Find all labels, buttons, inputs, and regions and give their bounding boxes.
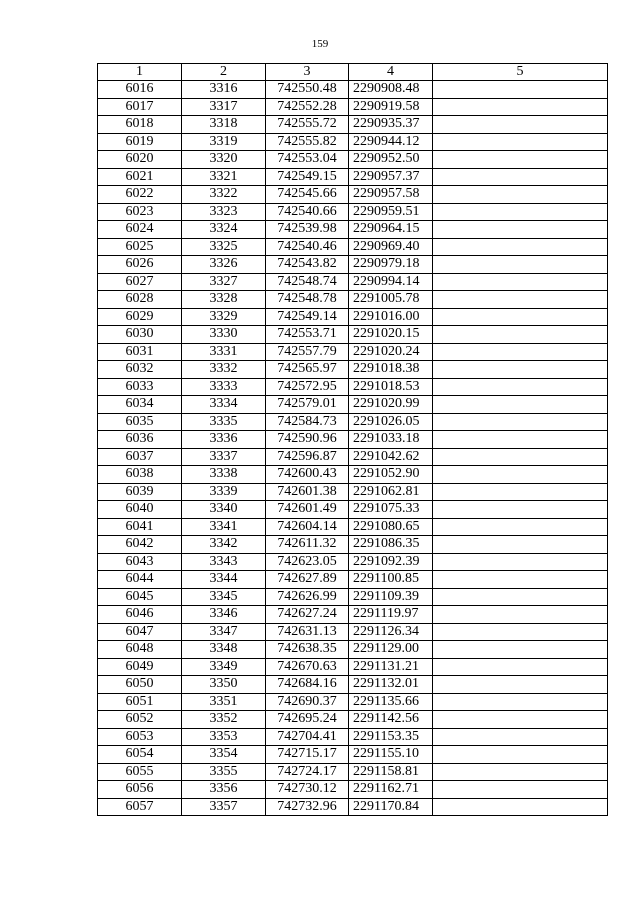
index-cell: 3353 <box>182 728 266 746</box>
page-number: 159 <box>311 38 329 50</box>
y-coordinate-cell: 2290908.48 <box>349 81 433 99</box>
y-coordinate-cell: 2290969.40 <box>349 238 433 256</box>
x-coordinate-cell: 742730.12 <box>266 781 349 799</box>
note-cell <box>433 728 608 746</box>
y-coordinate-cell: 2290919.58 <box>349 98 433 116</box>
table-row <box>98 203 608 221</box>
x-coordinate-cell: 742596.87 <box>266 448 349 466</box>
index-cell: 3325 <box>182 238 266 256</box>
y-coordinate-cell: 2290952.50 <box>349 151 433 169</box>
y-coordinate-cell: 2291126.34 <box>349 623 433 641</box>
point-number-cell: 6054 <box>98 746 182 764</box>
point-number-cell: 6056 <box>98 781 182 799</box>
note-cell <box>433 711 608 729</box>
index-cell: 3339 <box>182 483 266 501</box>
y-coordinate-cell: 2291142.56 <box>349 711 433 729</box>
note-cell <box>433 483 608 501</box>
x-coordinate-cell: 742623.05 <box>266 553 349 571</box>
y-coordinate-cell: 2291135.66 <box>349 693 433 711</box>
point-number-cell: 6057 <box>98 798 182 816</box>
note-cell <box>433 291 608 309</box>
x-coordinate-cell: 742715.17 <box>266 746 349 764</box>
note-cell <box>433 606 608 624</box>
x-coordinate-cell: 742553.71 <box>266 326 349 344</box>
index-cell: 3330 <box>182 326 266 344</box>
x-coordinate-cell: 742670.63 <box>266 658 349 676</box>
table-row <box>98 728 608 746</box>
x-coordinate-cell: 742604.14 <box>266 518 349 536</box>
table-row <box>98 518 608 536</box>
table-row <box>98 326 608 344</box>
index-cell: 3316 <box>182 81 266 99</box>
table-row <box>98 623 608 641</box>
table-row <box>98 798 608 816</box>
note-cell <box>433 466 608 484</box>
column-header-4: 4 <box>349 64 433 81</box>
y-coordinate-cell: 2290957.58 <box>349 186 433 204</box>
point-number-cell: 6016 <box>98 81 182 99</box>
x-coordinate-cell: 742548.74 <box>266 273 349 291</box>
y-coordinate-cell: 2291129.00 <box>349 641 433 659</box>
note-cell <box>433 571 608 589</box>
point-number-cell: 6042 <box>98 536 182 554</box>
point-number-cell: 6027 <box>98 273 182 291</box>
y-coordinate-cell: 2291018.53 <box>349 378 433 396</box>
x-coordinate-cell: 742584.73 <box>266 413 349 431</box>
point-number-cell: 6036 <box>98 431 182 449</box>
column-header-1: 1 <box>98 64 182 81</box>
y-coordinate-cell: 2291020.15 <box>349 326 433 344</box>
x-coordinate-cell: 742565.97 <box>266 361 349 379</box>
point-number-cell: 6032 <box>98 361 182 379</box>
index-cell: 3334 <box>182 396 266 414</box>
x-coordinate-cell: 742611.32 <box>266 536 349 554</box>
table-row <box>98 641 608 659</box>
note-cell <box>433 623 608 641</box>
x-coordinate-cell: 742543.82 <box>266 256 349 274</box>
note-cell <box>433 361 608 379</box>
point-number-cell: 6021 <box>98 168 182 186</box>
y-coordinate-cell: 2291005.78 <box>349 291 433 309</box>
y-coordinate-cell: 2291132.01 <box>349 676 433 694</box>
x-coordinate-cell: 742549.14 <box>266 308 349 326</box>
x-coordinate-cell: 742627.89 <box>266 571 349 589</box>
table-row <box>98 186 608 204</box>
note-cell <box>433 273 608 291</box>
note-cell <box>433 518 608 536</box>
index-cell: 3333 <box>182 378 266 396</box>
y-coordinate-cell: 2291153.35 <box>349 728 433 746</box>
table-header-row <box>98 64 608 81</box>
note-cell <box>433 168 608 186</box>
index-cell: 3317 <box>182 98 266 116</box>
y-coordinate-cell: 2291016.00 <box>349 308 433 326</box>
note-cell <box>433 378 608 396</box>
note-cell <box>433 798 608 816</box>
index-cell: 3326 <box>182 256 266 274</box>
table-row <box>98 693 608 711</box>
note-cell <box>433 536 608 554</box>
index-cell: 3324 <box>182 221 266 239</box>
note-cell <box>433 326 608 344</box>
x-coordinate-cell: 742704.41 <box>266 728 349 746</box>
x-coordinate-cell: 742690.37 <box>266 693 349 711</box>
table-row <box>98 116 608 134</box>
note-cell <box>433 693 608 711</box>
index-cell: 3335 <box>182 413 266 431</box>
note-cell <box>433 676 608 694</box>
y-coordinate-cell: 2291052.90 <box>349 466 433 484</box>
point-number-cell: 6044 <box>98 571 182 589</box>
point-number-cell: 6035 <box>98 413 182 431</box>
note-cell <box>433 448 608 466</box>
note-cell <box>433 746 608 764</box>
index-cell: 3346 <box>182 606 266 624</box>
table-row <box>98 536 608 554</box>
point-number-cell: 6034 <box>98 396 182 414</box>
note-cell <box>433 431 608 449</box>
index-cell: 3352 <box>182 711 266 729</box>
table-row <box>98 238 608 256</box>
table-row <box>98 571 608 589</box>
index-cell: 3340 <box>182 501 266 519</box>
index-cell: 3349 <box>182 658 266 676</box>
index-cell: 3323 <box>182 203 266 221</box>
table-row <box>98 378 608 396</box>
table-row <box>98 781 608 799</box>
index-cell: 3342 <box>182 536 266 554</box>
x-coordinate-cell: 742555.72 <box>266 116 349 134</box>
x-coordinate-cell: 742548.78 <box>266 291 349 309</box>
x-coordinate-cell: 742545.66 <box>266 186 349 204</box>
x-coordinate-cell: 742549.15 <box>266 168 349 186</box>
y-coordinate-cell: 2291158.81 <box>349 763 433 781</box>
coordinates-table <box>97 63 608 816</box>
note-cell <box>433 763 608 781</box>
y-coordinate-cell: 2291026.05 <box>349 413 433 431</box>
note-cell <box>433 781 608 799</box>
y-coordinate-cell: 2291020.99 <box>349 396 433 414</box>
table-row <box>98 448 608 466</box>
index-cell: 3322 <box>182 186 266 204</box>
table-row <box>98 273 608 291</box>
x-coordinate-cell: 742638.35 <box>266 641 349 659</box>
table-body <box>98 81 608 816</box>
x-coordinate-cell: 742572.95 <box>266 378 349 396</box>
y-coordinate-cell: 2290935.37 <box>349 116 433 134</box>
x-coordinate-cell: 742627.24 <box>266 606 349 624</box>
note-cell <box>433 641 608 659</box>
x-coordinate-cell: 742601.49 <box>266 501 349 519</box>
note-cell <box>433 658 608 676</box>
index-cell: 3343 <box>182 553 266 571</box>
index-cell: 3332 <box>182 361 266 379</box>
table-row <box>98 606 608 624</box>
point-number-cell: 6039 <box>98 483 182 501</box>
index-cell: 3350 <box>182 676 266 694</box>
point-number-cell: 6052 <box>98 711 182 729</box>
table-row <box>98 133 608 151</box>
index-cell: 3345 <box>182 588 266 606</box>
note-cell <box>433 553 608 571</box>
y-coordinate-cell: 2291162.71 <box>349 781 433 799</box>
note-cell <box>433 151 608 169</box>
table-row <box>98 746 608 764</box>
x-coordinate-cell: 742601.38 <box>266 483 349 501</box>
x-coordinate-cell: 742540.46 <box>266 238 349 256</box>
point-number-cell: 6025 <box>98 238 182 256</box>
index-cell: 3318 <box>182 116 266 134</box>
table-row <box>98 588 608 606</box>
y-coordinate-cell: 2290994.14 <box>349 273 433 291</box>
index-cell: 3321 <box>182 168 266 186</box>
column-header-3: 3 <box>266 64 349 81</box>
note-cell <box>433 588 608 606</box>
x-coordinate-cell: 742600.43 <box>266 466 349 484</box>
point-number-cell: 6038 <box>98 466 182 484</box>
index-cell: 3319 <box>182 133 266 151</box>
point-number-cell: 6020 <box>98 151 182 169</box>
table-row <box>98 81 608 99</box>
index-cell: 3357 <box>182 798 266 816</box>
table-row <box>98 676 608 694</box>
y-coordinate-cell: 2290964.15 <box>349 221 433 239</box>
index-cell: 3327 <box>182 273 266 291</box>
y-coordinate-cell: 2291018.38 <box>349 361 433 379</box>
table-row <box>98 501 608 519</box>
index-cell: 3329 <box>182 308 266 326</box>
y-coordinate-cell: 2291092.39 <box>349 553 433 571</box>
column-header-5: 5 <box>433 64 608 81</box>
point-number-cell: 6019 <box>98 133 182 151</box>
x-coordinate-cell: 742590.96 <box>266 431 349 449</box>
y-coordinate-cell: 2291075.33 <box>349 501 433 519</box>
x-coordinate-cell: 742695.24 <box>266 711 349 729</box>
y-coordinate-cell: 2291119.97 <box>349 606 433 624</box>
point-number-cell: 6047 <box>98 623 182 641</box>
table-row <box>98 343 608 361</box>
index-cell: 3336 <box>182 431 266 449</box>
note-cell <box>433 81 608 99</box>
x-coordinate-cell: 742550.48 <box>266 81 349 99</box>
note-cell <box>433 133 608 151</box>
index-cell: 3347 <box>182 623 266 641</box>
y-coordinate-cell: 2291086.35 <box>349 536 433 554</box>
index-cell: 3344 <box>182 571 266 589</box>
index-cell: 3320 <box>182 151 266 169</box>
table-row <box>98 413 608 431</box>
note-cell <box>433 308 608 326</box>
table-row <box>98 466 608 484</box>
point-number-cell: 6023 <box>98 203 182 221</box>
y-coordinate-cell: 2291042.62 <box>349 448 433 466</box>
index-cell: 3348 <box>182 641 266 659</box>
table-row <box>98 553 608 571</box>
index-cell: 3331 <box>182 343 266 361</box>
x-coordinate-cell: 742557.79 <box>266 343 349 361</box>
table-row <box>98 151 608 169</box>
point-number-cell: 6051 <box>98 693 182 711</box>
table-row <box>98 763 608 781</box>
index-cell: 3328 <box>182 291 266 309</box>
table-row <box>98 308 608 326</box>
table-row <box>98 711 608 729</box>
index-cell: 3337 <box>182 448 266 466</box>
table-row <box>98 483 608 501</box>
y-coordinate-cell: 2291155.10 <box>349 746 433 764</box>
point-number-cell: 6026 <box>98 256 182 274</box>
point-number-cell: 6050 <box>98 676 182 694</box>
y-coordinate-cell: 2291080.65 <box>349 518 433 536</box>
note-cell <box>433 116 608 134</box>
column-header-2: 2 <box>182 64 266 81</box>
table-row <box>98 361 608 379</box>
x-coordinate-cell: 742684.16 <box>266 676 349 694</box>
point-number-cell: 6055 <box>98 763 182 781</box>
x-coordinate-cell: 742555.82 <box>266 133 349 151</box>
table-row <box>98 98 608 116</box>
table-row <box>98 431 608 449</box>
point-number-cell: 6037 <box>98 448 182 466</box>
x-coordinate-cell: 742552.28 <box>266 98 349 116</box>
table-row <box>98 256 608 274</box>
index-cell: 3355 <box>182 763 266 781</box>
y-coordinate-cell: 2291100.85 <box>349 571 433 589</box>
x-coordinate-cell: 742724.17 <box>266 763 349 781</box>
point-number-cell: 6048 <box>98 641 182 659</box>
note-cell <box>433 256 608 274</box>
point-number-cell: 6053 <box>98 728 182 746</box>
index-cell: 3354 <box>182 746 266 764</box>
point-number-cell: 6017 <box>98 98 182 116</box>
index-cell: 3356 <box>182 781 266 799</box>
x-coordinate-cell: 742540.66 <box>266 203 349 221</box>
x-coordinate-cell: 742553.04 <box>266 151 349 169</box>
index-cell: 3341 <box>182 518 266 536</box>
note-cell <box>433 221 608 239</box>
note-cell <box>433 396 608 414</box>
y-coordinate-cell: 2291109.39 <box>349 588 433 606</box>
x-coordinate-cell: 742732.96 <box>266 798 349 816</box>
point-number-cell: 6049 <box>98 658 182 676</box>
note-cell <box>433 413 608 431</box>
x-coordinate-cell: 742626.99 <box>266 588 349 606</box>
table-row <box>98 658 608 676</box>
y-coordinate-cell: 2291033.18 <box>349 431 433 449</box>
point-number-cell: 6043 <box>98 553 182 571</box>
note-cell <box>433 238 608 256</box>
point-number-cell: 6018 <box>98 116 182 134</box>
note-cell <box>433 98 608 116</box>
point-number-cell: 6022 <box>98 186 182 204</box>
index-cell: 3351 <box>182 693 266 711</box>
point-number-cell: 6041 <box>98 518 182 536</box>
table-row <box>98 291 608 309</box>
y-coordinate-cell: 2290979.18 <box>349 256 433 274</box>
table-row <box>98 396 608 414</box>
note-cell <box>433 186 608 204</box>
point-number-cell: 6033 <box>98 378 182 396</box>
point-number-cell: 6029 <box>98 308 182 326</box>
y-coordinate-cell: 2291170.84 <box>349 798 433 816</box>
note-cell <box>433 343 608 361</box>
table-row <box>98 221 608 239</box>
table-row <box>98 168 608 186</box>
point-number-cell: 6030 <box>98 326 182 344</box>
y-coordinate-cell: 2290959.51 <box>349 203 433 221</box>
point-number-cell: 6040 <box>98 501 182 519</box>
note-cell <box>433 203 608 221</box>
x-coordinate-cell: 742579.01 <box>266 396 349 414</box>
y-coordinate-cell: 2291131.21 <box>349 658 433 676</box>
point-number-cell: 6024 <box>98 221 182 239</box>
y-coordinate-cell: 2290957.37 <box>349 168 433 186</box>
point-number-cell: 6045 <box>98 588 182 606</box>
point-number-cell: 6028 <box>98 291 182 309</box>
y-coordinate-cell: 2291020.24 <box>349 343 433 361</box>
y-coordinate-cell: 2290944.12 <box>349 133 433 151</box>
y-coordinate-cell: 2291062.81 <box>349 483 433 501</box>
point-number-cell: 6046 <box>98 606 182 624</box>
point-number-cell: 6031 <box>98 343 182 361</box>
x-coordinate-cell: 742539.98 <box>266 221 349 239</box>
x-coordinate-cell: 742631.13 <box>266 623 349 641</box>
index-cell: 3338 <box>182 466 266 484</box>
note-cell <box>433 501 608 519</box>
